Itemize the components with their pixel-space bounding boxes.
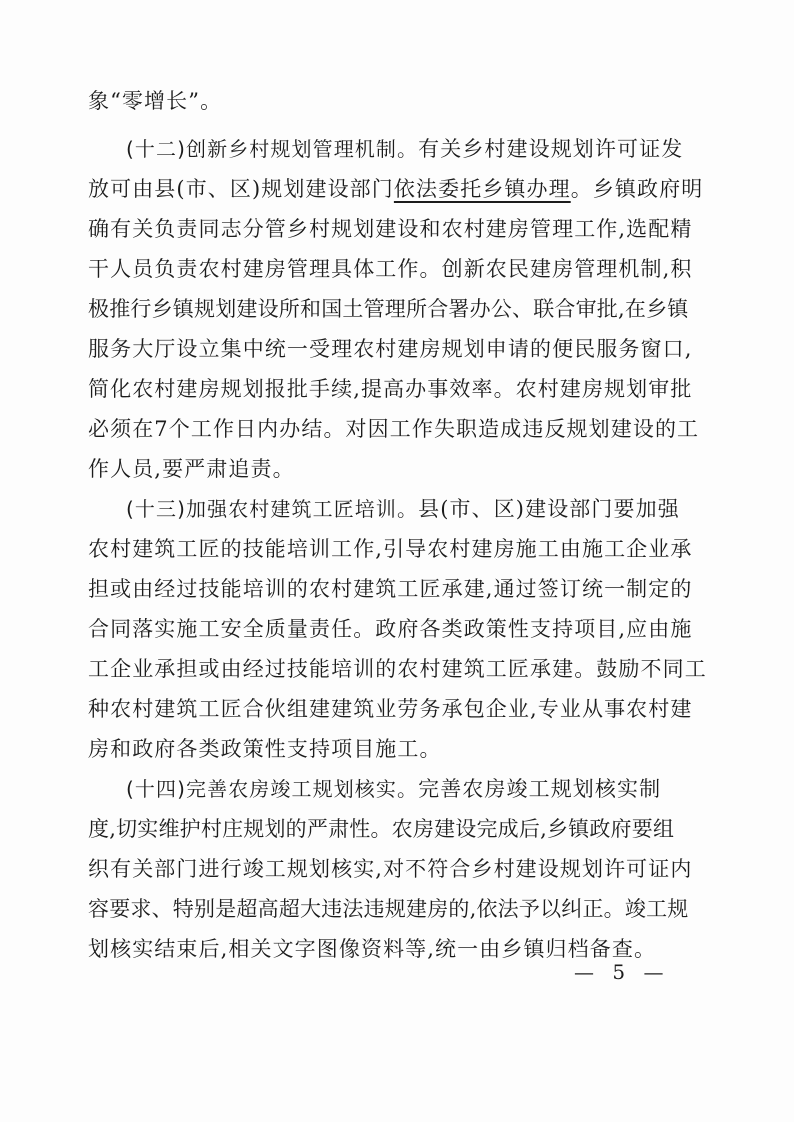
text-line: 度,切实维护村庄规划的严肃性。农房建设完成后,乡镇政府要组 (88, 817, 675, 841)
text-line: 服务大厅设立集中统一受理农村建房规划申请的便民服务窗口, (88, 337, 693, 361)
section-12-body: 有关乡村建设规划许可证发 (418, 137, 684, 161)
text-line: 确有关负责同志分管乡村规划建设和农村建房管理工作,选配精 (88, 217, 693, 241)
section-14-heading: (十四)完善农房竣工规划核实。 (126, 777, 419, 801)
text-line: 担或由经过技能培训的农村建筑工匠承建,通过签订统一制定的 (88, 577, 693, 601)
text-line: 简化农村建房规划报批手续,提高办事效率。农村建房规划审批 (88, 377, 693, 401)
text-fragment: 。乡镇政府明 (570, 177, 704, 201)
handwritten-underline-text: 依法委托乡镇办理 (393, 177, 571, 201)
text-line: 农村建筑工匠的技能培训工作,引导农村建房施工由施工企业承 (88, 537, 693, 561)
text-line: 房和政府各类政策性支持项目施工。 (88, 737, 442, 761)
section-14-first-line (126, 774, 726, 804)
text-line: 容要求、特别是超高超大违法违规建房的,依法予以纠正。竣工规 (88, 897, 689, 921)
section-12-first-line (126, 134, 726, 164)
section-12-heading: (十二)创新乡村规划管理机制。 (126, 137, 419, 161)
text-line: 织有关部门进行竣工规划核实,对不符合乡村建设规划许可证内 (88, 857, 693, 881)
text-line: 作人员,要严肃追责。 (88, 457, 295, 481)
text-line: 划核实结束后,相关文字图像资料等,统一由乡镇归档备查。 (88, 937, 657, 961)
section-13-first-line (126, 494, 726, 524)
text-line: 极推行乡镇规划建设所和国土管理所合署办公、联合审批,在乡镇 (88, 297, 689, 321)
section-13-heading: (十三)加强农村建筑工匠培训。 (126, 497, 419, 521)
section-13-body: 县(市、区)建设部门要加强 (418, 497, 680, 521)
text-fragment: 放可由县(市、区)规划建设部门 (88, 177, 394, 201)
text-line: 合同落实施工安全质量责任。政府各类政策性支持项目,应由施 (88, 617, 693, 641)
text-line (88, 174, 708, 204)
text-line: 种农村建筑工匠合伙组建建筑业劳务承包企业,专业从事农村建 (88, 697, 693, 721)
text-line: 象“零增长”。 (88, 89, 223, 113)
section-14-body: 完善农房竣工规划核实制 (418, 777, 662, 801)
page-number: — 5 — (574, 960, 670, 984)
text-line: 必须在7个工作日内办结。对因工作失职造成违反规划建设的工 (88, 417, 700, 441)
text-line: 干人员负责农村建房管理具体工作。创新农民建房管理机制,积 (88, 257, 693, 281)
text-line: 工企业承担或由经过技能培训的农村建筑工匠承建。鼓励不同工 (88, 657, 707, 681)
